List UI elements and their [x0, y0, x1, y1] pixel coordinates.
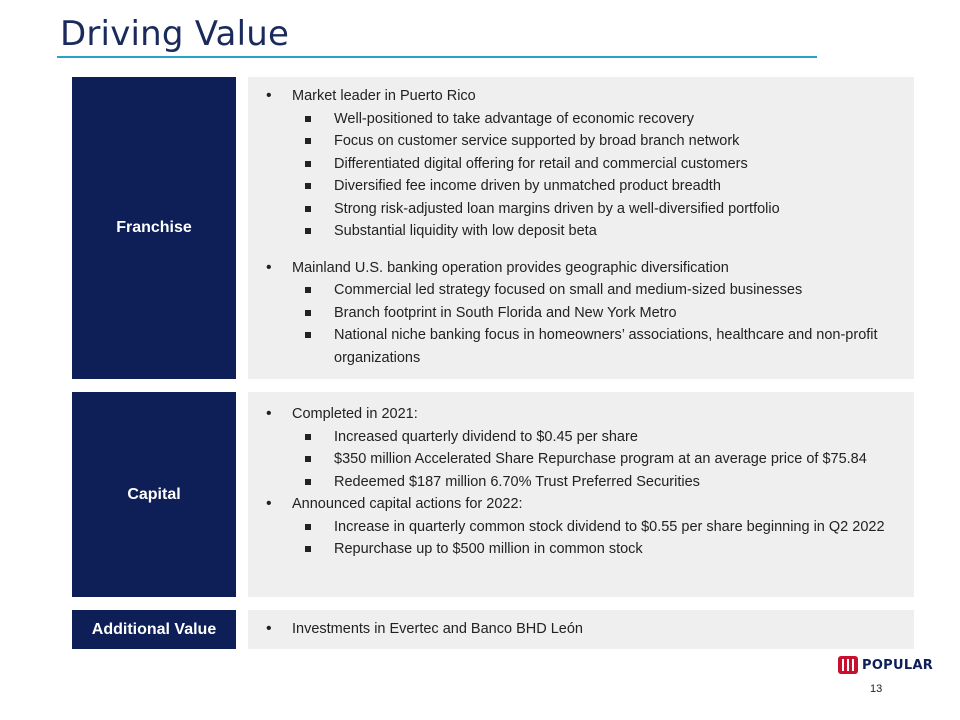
sub-bullet-text: Increased quarterly dividend to $0.45 per share — [334, 428, 638, 445]
bullet-dot-icon: • — [266, 495, 272, 512]
franchise-label-box — [72, 77, 236, 379]
bullet-dot-icon: • — [266, 258, 272, 276]
additional-value-content — [248, 610, 914, 649]
bullet-item — [258, 85, 904, 108]
bullet-text: Investments in Evertec and Banco BHD León — [292, 621, 583, 637]
sub-bullet-item — [258, 108, 904, 131]
sub-bullet-item — [258, 279, 904, 302]
capital-content — [248, 392, 914, 597]
square-bullet-icon — [305, 546, 311, 552]
sub-bullet-text: Strong risk-adjusted loan margins driven by a well-diversified portfolio — [334, 200, 780, 217]
franchise-content — [248, 77, 914, 379]
sub-bullet-text: Substantial liquidity with low deposit beta — [334, 223, 597, 239]
bullet-text: Market leader in Puerto Rico — [292, 88, 476, 104]
bullet-dot-icon: • — [266, 620, 272, 637]
square-bullet-icon — [305, 116, 311, 122]
sub-bullet-text: Differentiated digital offering for retail and commercial customers — [334, 155, 748, 172]
additional-value-label: Additional Value — [91, 620, 217, 638]
square-bullet-icon — [305, 524, 311, 530]
sub-bullet-text: Commercial led strategy focused on small and medium-sized businesses — [334, 282, 803, 298]
sub-bullet-item — [258, 198, 904, 221]
bullet-item — [258, 403, 904, 426]
sub-bullet-item — [258, 426, 904, 449]
sub-bullet-text: Focus on customer service supported by broad branch network — [334, 133, 740, 149]
capital-list — [258, 403, 904, 561]
sub-bullet-item — [258, 130, 904, 153]
spacer — [258, 243, 904, 257]
logo-text: POPULAR — [862, 657, 934, 673]
bullet-item — [258, 618, 904, 641]
square-bullet-icon — [305, 138, 311, 144]
square-bullet-icon — [305, 287, 311, 293]
sub-bullet-item — [258, 516, 904, 539]
sub-bullet-text: Well-positioned to take advantage of economic recovery — [334, 110, 695, 127]
square-bullet-icon — [305, 206, 311, 212]
bullet-text: Mainland U.S. banking operation provides geographic diversification — [292, 259, 729, 276]
square-bullet-icon — [305, 434, 311, 440]
sub-bullet-text: Diversified fee income driven by unmatched product breadth — [334, 178, 721, 194]
sub-bullet-text: Branch footprint in South Florida and New York Metro — [334, 304, 677, 321]
sub-bullet-item — [258, 471, 904, 494]
bullet-text: Completed in 2021: — [292, 406, 418, 422]
bullet-text: Announced capital actions for 2022: — [292, 496, 523, 512]
sub-bullet-item — [258, 324, 904, 369]
sub-bullet-item — [258, 175, 904, 198]
sub-bullet-item — [258, 220, 904, 243]
square-bullet-icon — [305, 479, 311, 485]
sub-bullet-text: $350 million Accelerated Share Repurchase program at an average price of $75.84 — [334, 451, 867, 467]
sub-bullet-item — [258, 153, 904, 176]
franchise-list — [258, 85, 904, 369]
popular-logo — [838, 656, 933, 674]
title-divider — [57, 56, 817, 58]
square-bullet-icon — [305, 228, 311, 234]
popular-logo-icon — [838, 656, 858, 674]
additional-value-label-box — [72, 610, 236, 649]
sub-bullet-item — [258, 302, 904, 325]
bullet-dot-icon: • — [266, 87, 272, 104]
additional-value-list — [258, 618, 904, 641]
franchise-label: Franchise — [116, 219, 192, 236]
capital-label: Capital — [127, 485, 181, 503]
sub-bullet-text: Repurchase up to $500 million in common stock — [334, 541, 643, 557]
bullet-dot-icon: • — [266, 405, 272, 422]
square-bullet-icon — [305, 332, 311, 338]
sub-bullet-item — [258, 538, 904, 561]
square-bullet-icon — [305, 161, 311, 167]
sub-bullet-text: National niche banking focus in homeowners’ associations, healthcare and non-profit organizations — [334, 327, 878, 366]
page-title: Driving Value — [60, 14, 290, 54]
sub-bullet-text: Redeemed $187 million 6.70% Trust Preferred Securities — [334, 473, 700, 490]
sub-bullet-item — [258, 448, 904, 471]
square-bullet-icon — [305, 310, 311, 316]
page-number: 13 — [870, 683, 883, 695]
sub-bullet-text: Increase in quarterly common stock dividend to $0.55 per share beginning in Q2 2022 — [334, 518, 885, 535]
square-bullet-icon — [305, 183, 311, 189]
bullet-item — [258, 257, 904, 280]
bullet-item — [258, 493, 904, 516]
capital-label-box — [72, 392, 236, 597]
square-bullet-icon — [305, 456, 311, 462]
